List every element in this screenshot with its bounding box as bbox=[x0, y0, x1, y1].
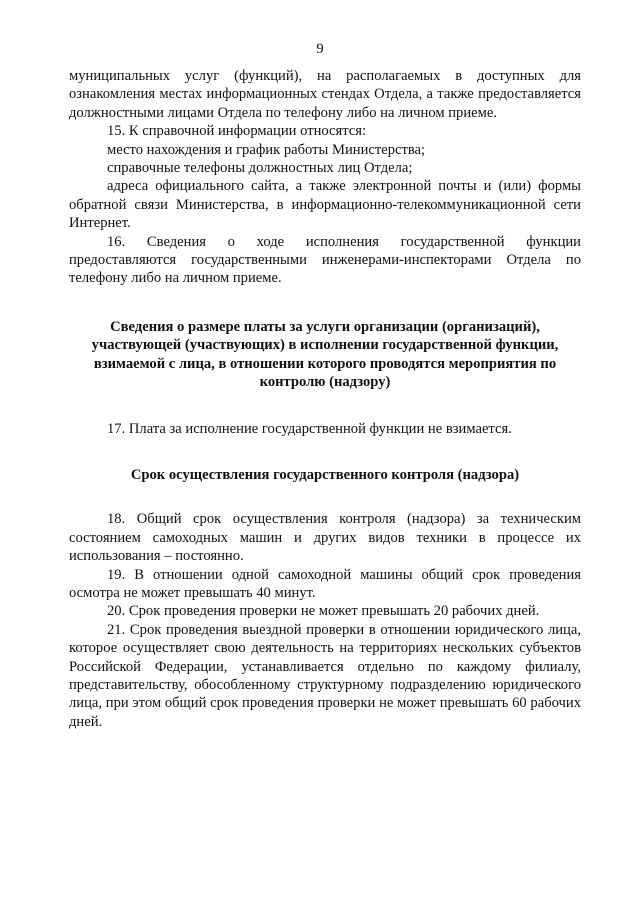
page-number: 9 bbox=[316, 41, 324, 57]
list-item-location: место нахождения и график работы Министерства; bbox=[107, 141, 426, 158]
paragraph-19: 19. В отношении одной самоходной машины общий срок проведения осмотра не может превышать 40 минут. bbox=[69, 566, 581, 601]
paragraph-21: 21. Срок проведения выездной проверки в отношении юридического лица, которое осуществляет свою деятельность на территориях нескольких субъектов Российской Федерации, устанавливается отдельно по каждому филиалу, представительству, обособленному структурному подразделению юридического лица, при этом общий срок проведения проверки не может превышать 60 рабочих дней. bbox=[69, 621, 581, 730]
list-item-phones: справочные телефоны должностных лиц Отдела; bbox=[107, 160, 413, 177]
paragraph-16: 16. Сведения о ходе исполнения государственной функции предоставляются государственными инженерами-инспекторами Отдела по телефону либо на личном приеме. bbox=[69, 233, 581, 287]
section-heading-fee: Сведения о размере платы за услуги организации (организаций), участвующей (участвующих) в исполнении государственной функции, взимаемой с лица, в отношении которого проводятся мероприятия по контролю (надзору) bbox=[91, 318, 559, 391]
list-item-addresses: адреса официального сайта, а также электронной почты и (или) формы обратной связи Министерства, в информационно-телекоммуникационной сети Интернет. bbox=[69, 178, 581, 232]
paragraph-15: 15. К справочной информации относятся: bbox=[107, 123, 367, 140]
document-body bbox=[69, 67, 581, 731]
paragraph-continuation: муниципальных услуг (функций), на располагаемых в доступных для ознакомления местах информационных стендах Отдела, а также предоставляется должностными лицами Отдела по телефону либо на личном приеме. bbox=[69, 68, 581, 121]
paragraph-20: 20. Срок проведения проверки не может превышать 20 рабочих дней. bbox=[107, 603, 540, 620]
paragraph-17: 17. Плата за исполнение государственной функции не взимается. bbox=[107, 420, 512, 437]
section-heading-term: Срок осуществления государственного контроля (надзора) bbox=[130, 466, 520, 483]
paragraph-18: 18. Общий срок осуществления контроля (надзора) за техническим состоянием самоходных машин и других видов техники в процессе их использования – постоянно. bbox=[69, 511, 581, 565]
